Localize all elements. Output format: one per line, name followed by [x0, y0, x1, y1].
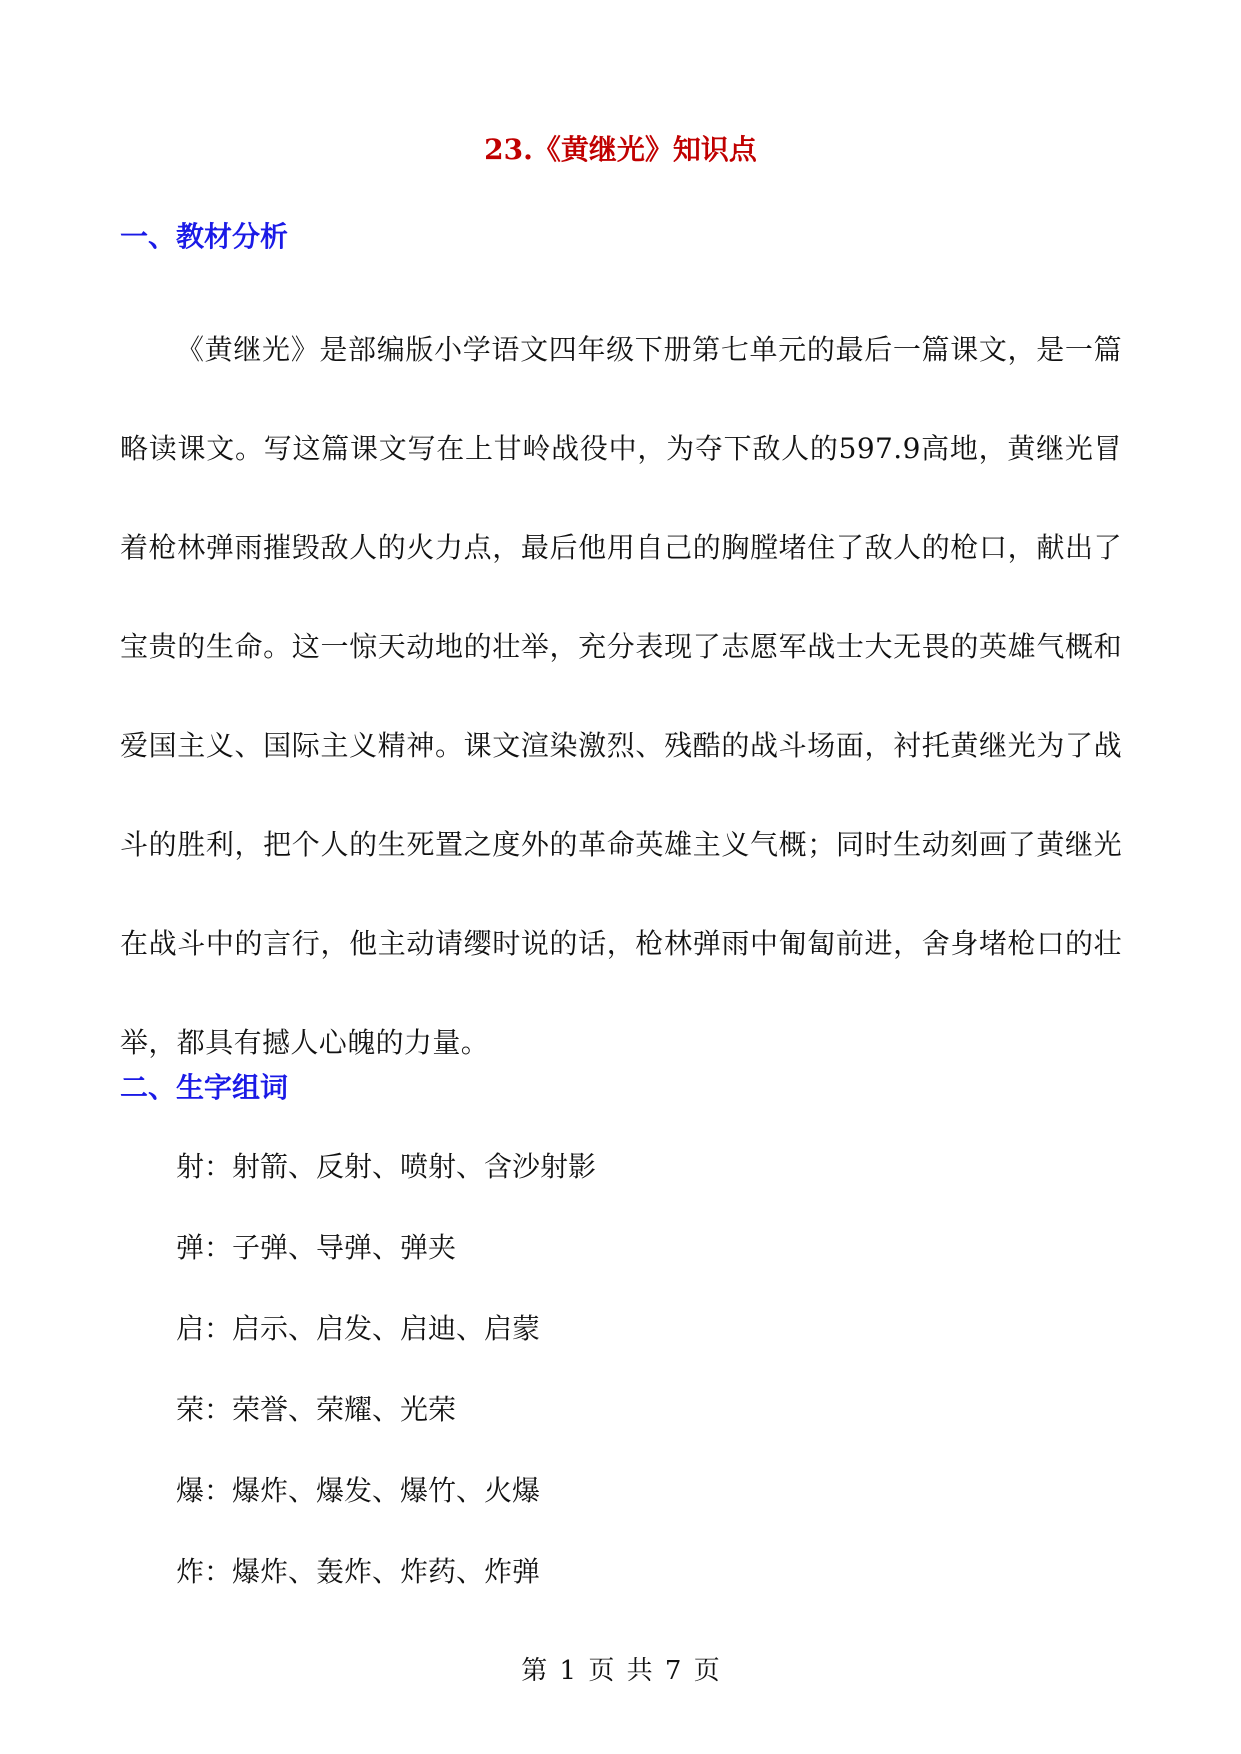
- page-number-footer: 第 1 页 共 7 页: [521, 1656, 720, 1686]
- textbook-analysis-paragraph: 《黄继光》是部编版小学语文四年级下册第七单元的最后一篇课文，是一篇略读课文。写这篇课文写在上甘岭战役中，为夺下敌人的597.9高地，黄继光冒着枪林弹雨摧毁敌人的火力点，最后他用自己的胸膛堵住了敌人的枪口，献出了宝贵的生命。这一惊天动地的壮举，充分表现了志愿军战士大无畏的英雄气概和爱国主义、国际主义精神。课文渲染激烈、残酷的战斗场面，衬托黄继光为了战斗的胜利，把个人的生死置之度外的革命英雄主义气概；同时生动刻画了黄继光在战斗中的言行，他主动请缨时说的话，枪林弹雨中匍匐前进，舍身堵枪口的壮举，都具有撼人心魄的力量。: [120, 333, 1122, 1059]
- vocabulary-item: 爆：爆炸、爆发、爆竹、火爆: [176, 1474, 541, 1507]
- vocabulary-item: 荣：荣誉、荣耀、光荣: [176, 1393, 457, 1426]
- vocabulary-item: 启：启示、启发、启迪、启蒙: [176, 1312, 541, 1345]
- vocabulary-item: 弹：子弹、导弹、弹夹: [176, 1231, 457, 1264]
- vocabulary-item: 炸：爆炸、轰炸、炸药、炸弹: [176, 1555, 541, 1588]
- vocabulary-item: 射：射箭、反射、喷射、含沙射影: [176, 1150, 597, 1183]
- section-heading-textbook-analysis: 一、教材分析: [120, 220, 289, 253]
- vocabulary-list: [176, 1147, 596, 1633]
- document-title: 23.《黄继光》知识点: [484, 133, 757, 166]
- section-heading-vocabulary: 二、生字组词: [120, 1071, 289, 1104]
